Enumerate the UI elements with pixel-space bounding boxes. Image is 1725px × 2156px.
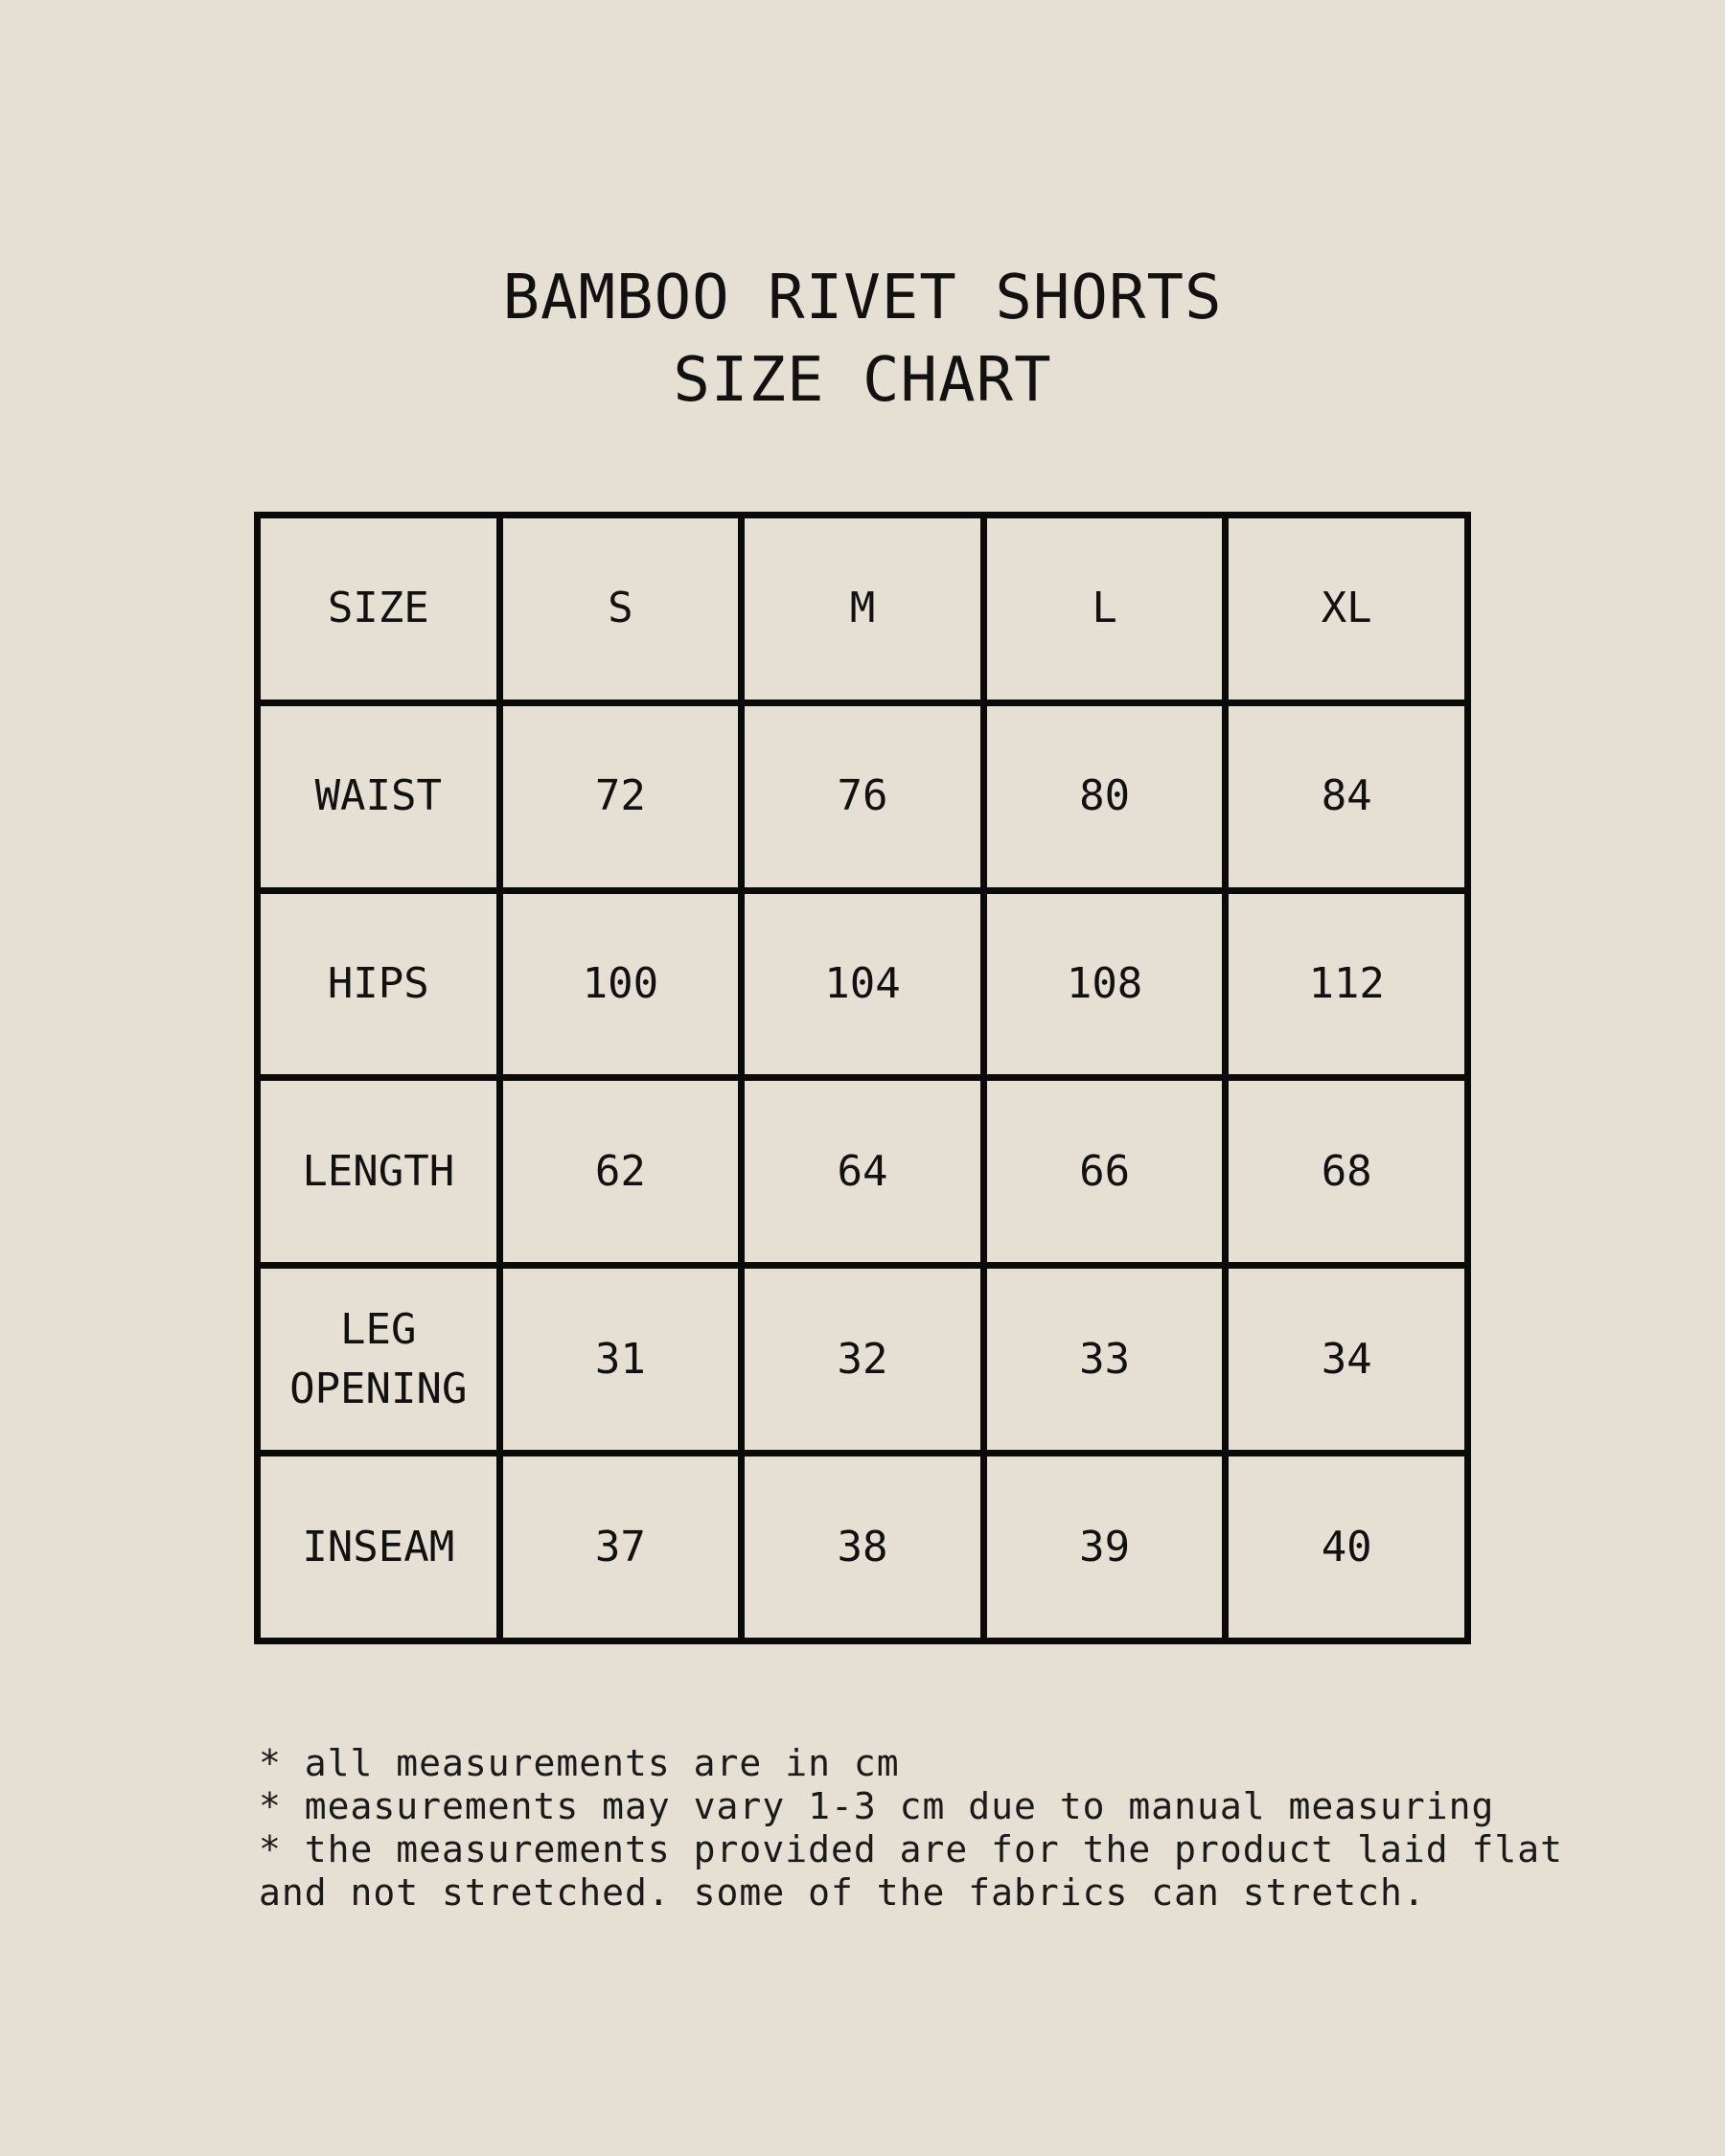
size-chart-table: [254, 512, 1471, 1644]
table-cell: 32: [742, 1266, 984, 1454]
table-cell: 64: [742, 1078, 984, 1266]
row-label-length: LENGTH: [258, 1078, 500, 1266]
table-cell: 84: [1226, 702, 1468, 890]
table-cell: 31: [499, 1266, 742, 1454]
table-cell: 100: [499, 890, 742, 1078]
header-size-s: S: [499, 516, 742, 703]
row-label-hips: HIPS: [258, 890, 500, 1078]
table-cell: 34: [1226, 1266, 1468, 1454]
table-cell: 112: [1226, 890, 1468, 1078]
row-label-waist: WAIST: [258, 702, 500, 890]
table-row-waist: [258, 702, 1468, 890]
table-cell: 72: [499, 702, 742, 890]
table-cell: 62: [499, 1078, 742, 1266]
table-cell: 104: [742, 890, 984, 1078]
measurement-notes: [259, 1742, 1600, 1915]
table-cell: 76: [742, 702, 984, 890]
header-size-m: M: [742, 516, 984, 703]
table-cell: 108: [983, 890, 1226, 1078]
row-label-leg-opening-line1: LEG: [340, 1304, 417, 1354]
table-row-inseam: [258, 1454, 1468, 1641]
table-row-leg-opening: [258, 1266, 1468, 1454]
header-label-size: SIZE: [258, 516, 500, 703]
note-line: * measurements may vary 1-3 cm due to manual measuring: [259, 1785, 1495, 1827]
note-line: and not stretched. some of the fabrics can stretch.: [259, 1871, 1426, 1914]
row-label-leg-opening-line2: OPENING: [289, 1364, 468, 1413]
table-cell: 68: [1226, 1078, 1468, 1266]
table-cell: 39: [983, 1454, 1226, 1641]
table-cell: 40: [1226, 1454, 1468, 1641]
title-line-product: BAMBOO RIVET SHORTS: [502, 263, 1223, 333]
table-row-hips: [258, 890, 1468, 1078]
note-line: * all measurements are in cm: [259, 1742, 900, 1784]
title-line-chart: SIZE CHART: [673, 345, 1052, 416]
table-row-length: [258, 1078, 1468, 1266]
table-cell: 66: [983, 1078, 1226, 1266]
table-cell: 37: [499, 1454, 742, 1641]
table-header-row: [258, 516, 1468, 703]
table-cell: 33: [983, 1266, 1226, 1454]
header-size-l: L: [983, 516, 1226, 703]
page-title: [0, 257, 1725, 422]
row-label-leg-opening: [258, 1266, 500, 1454]
table-cell: 80: [983, 702, 1226, 890]
row-label-inseam: INSEAM: [258, 1454, 500, 1641]
table-cell: 38: [742, 1454, 984, 1641]
note-line: * the measurements provided are for the product laid flat: [259, 1828, 1564, 1870]
header-size-xl: XL: [1226, 516, 1468, 703]
